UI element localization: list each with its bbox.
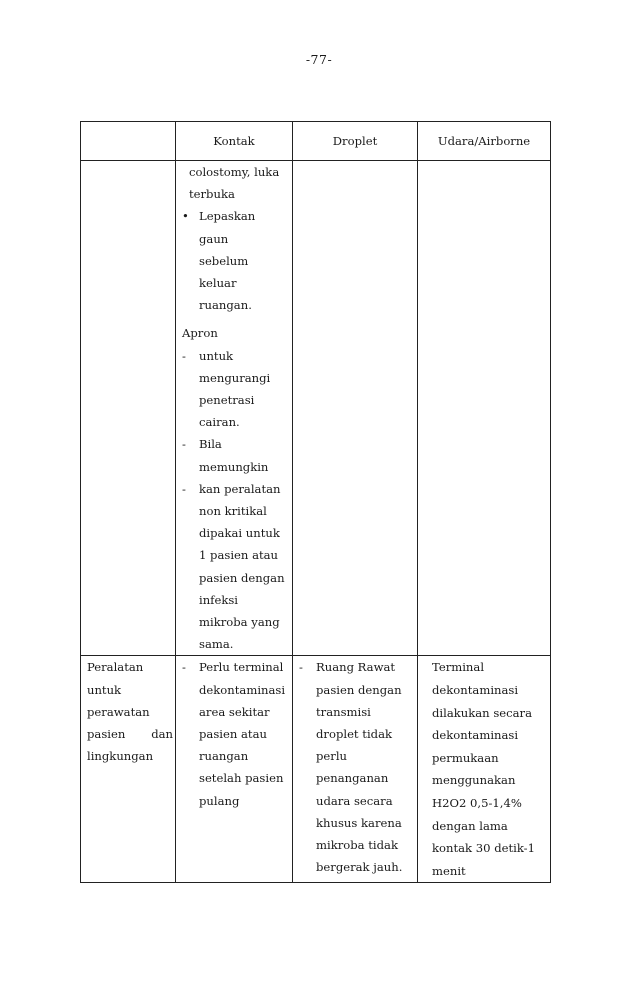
text-word: pasien [87, 727, 126, 742]
text-line: pasien atau [199, 727, 267, 742]
text-line: pasien dengan [199, 570, 285, 585]
list-item [182, 478, 288, 656]
header-udara: Udara/Airborne [418, 122, 551, 161]
text-line: Lepaskan gaun [199, 209, 256, 246]
text-line: non kritikal [199, 504, 267, 519]
justified-line [87, 723, 173, 745]
text-line: Terminal [432, 660, 485, 675]
text-line: menggunakan [432, 773, 516, 788]
text-line: udara secara [316, 793, 393, 808]
text-line: dengan lama [432, 818, 508, 833]
text-line: Ruang Rawat [316, 660, 396, 675]
text-line: mikroba yang [199, 615, 280, 630]
dash-marker: - [182, 348, 186, 363]
text-line: kontak 30 detik-1 [432, 841, 535, 856]
cell-peralatan-kontak [176, 656, 293, 883]
text-line: memungkin [199, 459, 269, 474]
text-line: droplet tidak [316, 727, 393, 742]
text-line: penetrasi [199, 393, 255, 408]
text-line: sebelum keluar [199, 253, 249, 291]
dash-marker: - [182, 437, 186, 452]
text-line: cairan. [199, 415, 240, 430]
text-line: infeksi [199, 592, 239, 607]
cell-peralatan-droplet [293, 656, 418, 883]
cell-peralatan-label [81, 656, 176, 883]
bullet-marker: • [182, 209, 189, 224]
text-line: setelah pasien [199, 771, 284, 786]
text-line: Perlu terminal [199, 660, 284, 675]
cell-kontak-continued [176, 161, 293, 656]
header-empty [81, 122, 176, 161]
header-kontak: Kontak [176, 122, 293, 161]
precaution-table [80, 121, 551, 883]
list-item [182, 433, 288, 477]
text-line: perawatan [87, 704, 150, 719]
text-line: khusus karena [316, 815, 402, 830]
cell-droplet-continued [293, 161, 418, 656]
header-row [81, 122, 551, 161]
text-line: penanganan [316, 771, 389, 786]
text-line: H2O2 0,5-1,4% [432, 796, 522, 811]
text-line: dipakai untuk [199, 526, 280, 541]
dash-marker: - [299, 660, 303, 675]
cell-udara-continued [418, 161, 551, 656]
list-item [182, 345, 288, 434]
text-line: 1 pasien atau [199, 548, 279, 563]
text-line: mikroba tidak [316, 838, 398, 853]
text-line: Bila [199, 437, 222, 452]
text-line: pulang [199, 793, 240, 808]
dash-marker: - [182, 660, 186, 675]
cell-peralatan-udara [418, 656, 551, 883]
dash-marker: - [182, 481, 186, 496]
text-line: mengurangi [199, 370, 271, 385]
text-line: terbuka [189, 187, 235, 202]
text-line: kan peralatan [199, 481, 281, 496]
text-line: dekontaminasi [432, 728, 519, 743]
text-line: area sekitar [199, 704, 270, 719]
table-row-peralatan [81, 656, 551, 883]
bullet-item [182, 205, 288, 316]
text-line: ruangan. [199, 298, 252, 313]
apron-title: Apron [182, 326, 218, 341]
list-item [299, 656, 413, 878]
text-line: untuk [199, 348, 234, 363]
text-line: pasien dengan [316, 682, 402, 697]
text-line: dekontaminasi [432, 683, 519, 698]
list-item [182, 656, 288, 811]
cell-empty-label [81, 161, 176, 656]
text-line: transmisi [316, 704, 371, 719]
text-line: permukaan [432, 750, 499, 765]
text-line: untuk [87, 682, 122, 697]
text-line: colostomy, luka [189, 165, 280, 179]
text-line: ruangan [199, 749, 249, 764]
text-line: dekontaminasi [199, 682, 286, 697]
page-number: -77- [305, 52, 333, 67]
text-line: sama. [199, 637, 234, 652]
table-row-continued [81, 161, 551, 656]
text-line: bergerak jauh. [316, 860, 403, 875]
text-line: Peralatan [87, 660, 144, 675]
text-word: dan [151, 727, 173, 742]
text-line: lingkungan [87, 749, 154, 764]
header-droplet: Droplet [293, 122, 418, 161]
text-line: menit [432, 863, 466, 878]
text-line: dilakukan secara [432, 705, 533, 720]
text-line: perlu [316, 749, 347, 764]
